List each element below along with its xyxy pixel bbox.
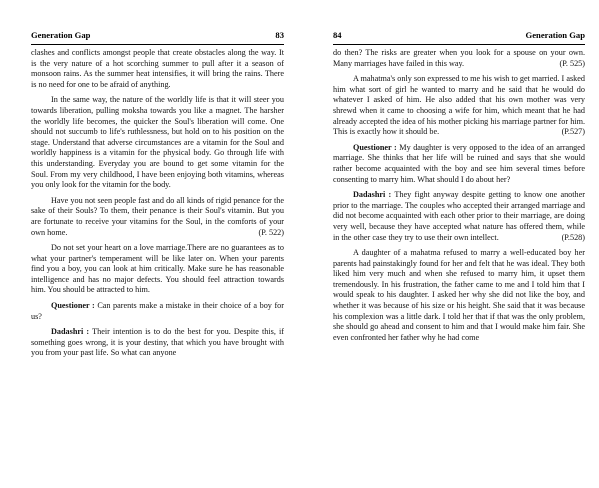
header-rule xyxy=(333,44,585,45)
paragraph-text: clashes and conflicts amongst people that create obstacles along the way. It is the very nature of a hot scorching summer to pull after it a season of monsoon rains. As the summer heat intensifies, it will bring the rains. There is no need for one to be afraid of anything. xyxy=(31,48,284,89)
speaker-label: Questioner : xyxy=(51,301,95,311)
paragraph xyxy=(333,143,585,185)
left-page-body xyxy=(31,48,284,364)
paragraph xyxy=(31,327,284,359)
page-reference: (P.528) xyxy=(561,232,585,242)
paragraph-text: They fight anyway despite getting to know one another prior to the marriage. The couples who accepted their arranged marriage and did not become acquainted with each other prior to their marriage, are doing very well, because they have accepted what nature has offered them, while in the other case they try to use their own intellect. xyxy=(333,190,585,242)
paragraph-text: do then? The risks are greater when you look for a spouse on your own. Many marriages have failed in this way. xyxy=(333,48,585,68)
paragraph-text: A mahatma's only son expressed to me his wish to get married. I asked him what sort of girl he wanted to marry and he said that he would do whatever I asked of him. He also added that his own mother was very shrewd when it came to choosing a wife for him, which meant that he had already accepted the idea of his mother picking his marriage partner for him. This is exactly how it should be. xyxy=(333,74,585,137)
paragraph-text: Do not set your heart on a love marriage.There are no guarantees as to what your partner's temperament will be like later on. When your parents find you a boy, you can look at him critically. Make sure he has reasonable intelligence and has no major defects. You should feel attraction towards him. You should be attracted to him. xyxy=(31,243,284,295)
running-title: Generation Gap xyxy=(525,30,585,40)
speaker-label: Questioner : xyxy=(353,142,397,152)
page-number: 83 xyxy=(275,30,284,40)
paragraph-text: Have you not seen people fast and do all kinds of rigid penance for the sake of their Souls? To them, their penance is their Soul's vitamin. But you are fortunate to receive your vitamins for the Soul, in the comforts of your own home. xyxy=(31,195,284,237)
paragraph xyxy=(333,248,585,343)
paragraph xyxy=(31,95,284,190)
paragraph-text: A daughter of a mahatma refused to marry a well-educated boy her parents had painstakingly found for her and felt that he was ideal. They both liked him very much and when she refused to marry him, it upset them tremendously. In his frustration, the father came to me and I told him that I would speak to his daughter. I asked her why she did not like the boy, and whether it was because of his size or his height. She said that it was because his complexion was a little dark. I told her that if that was the only problem, she should go ahead and consent to him and that I would make him fair. She even confronted her father why he had come xyxy=(333,248,585,342)
left-page xyxy=(31,0,284,488)
paragraph xyxy=(333,74,585,138)
left-page-header xyxy=(31,30,284,42)
paragraph xyxy=(31,243,284,296)
paragraph xyxy=(31,196,284,238)
speaker-label: Dadashri : xyxy=(353,190,392,200)
speaker-label: Dadashri : xyxy=(51,327,90,337)
paragraph-text: My daughter is very opposed to the idea of an arranged marriage. She thinks that her life will be ruined and says that she would rather become acquainted with the boy and see him several times before consenting to marry him. What should I do about her? xyxy=(333,142,585,184)
header-rule xyxy=(31,44,284,45)
paragraph xyxy=(333,48,585,69)
right-page-body xyxy=(333,48,585,348)
right-page-header xyxy=(333,30,585,42)
paragraph xyxy=(31,48,284,90)
page-reference: (P. 522) xyxy=(258,227,284,237)
paragraph xyxy=(333,190,585,243)
page-number: 84 xyxy=(333,30,342,40)
paragraph-text: Their intention is to do the best for you. Despite this, if something goes wrong, it is your destiny, that which you have brought with you from your past life. So what can anyone xyxy=(31,327,284,358)
page-reference: (P.527) xyxy=(561,127,585,137)
running-title: Generation Gap xyxy=(31,30,91,40)
right-page xyxy=(333,0,585,488)
paragraph-text: In the same way, the nature of the worldly life is that it will steer you towards liberation, pulling moksha towards you like a magnet. The harsher the worldly life becomes, the quicker the Soul's liberation will come. One should not succumb to life's ruthlessness, but hold on to his position on the stage. Understand that adverse circumstances are a vitamin for the Soul and worldly happiness is a vitamin for the physical body. Go through life with this understanding. Everyday you are bound to get some vitamin for the Soul. From my very childhood, I have been enjoying both vitamins, whereas you only look for the vitamin for the body. xyxy=(31,95,284,190)
paragraph-text: Can parents make a mistake in their choice of a boy for us? xyxy=(31,301,284,321)
paragraph xyxy=(31,301,284,322)
page-reference: (P. 525) xyxy=(559,58,585,68)
